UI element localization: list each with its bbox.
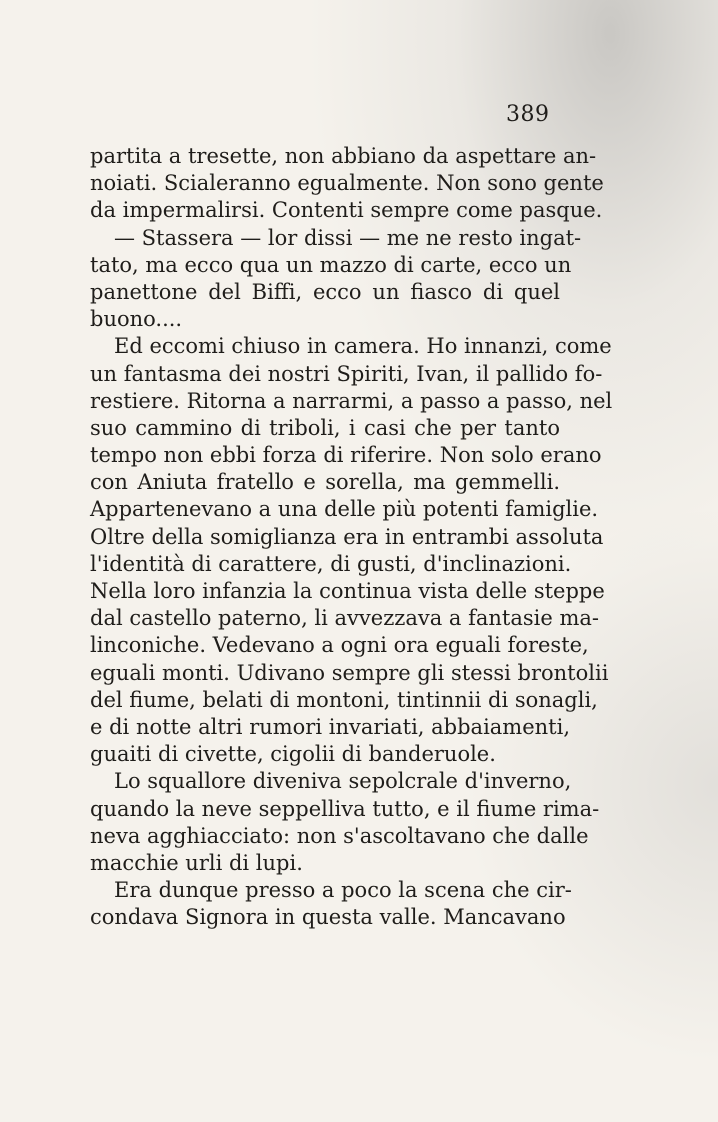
text-line: noiati. Scialeranno egualmente. Non sono gente — [90, 171, 604, 196]
text-line: condava Signora in questa valle. Mancavano — [90, 905, 566, 930]
page-number: 389 — [506, 102, 550, 127]
text-line: suo cammino di triboli, i casi che per tanto — [90, 415, 560, 440]
text-line: linconiche. Vedevano a ogni ora eguali foreste, — [90, 633, 589, 658]
text-line: Lo squallore diveniva sepolcrale d'inverno, — [114, 769, 572, 794]
text-line: macchie urli di lupi. — [90, 850, 303, 875]
text-line: del fiume, belati di montoni, tintinnii di sonagli, — [90, 687, 598, 712]
text-line: panettone del Biffi, ecco un fiasco di quel — [90, 279, 560, 304]
body-text — [90, 143, 613, 931]
text-line: Oltre della somiglianza era in entrambi assoluta — [90, 524, 604, 549]
text-line: Nella loro infanzia la continua vista delle steppe — [90, 579, 605, 603]
text-line: tempo non ebbi forza di riferire. Non solo erano — [90, 443, 602, 468]
text-line: da impermalirsi. Contenti sempre come pasque. — [90, 198, 603, 223]
text-line: un fantasma dei nostri Spiriti, Ivan, il pallido fo- — [90, 361, 603, 386]
text-line: eguali monti. Udivano sempre gli stessi brontolii — [90, 660, 609, 685]
text-line: buono.... — [90, 307, 183, 332]
text-line: — Stassera — lor dissi — me ne resto ingat- — [114, 225, 582, 250]
text-line: dal castello paterno, li avvezzava a fantasie ma- — [90, 606, 600, 631]
text-line: l'identità di carattere, di gusti, d'inclinazioni. — [90, 551, 572, 576]
text-line: con Aniuta fratello e sorella, ma gemmelli. — [90, 470, 560, 495]
text-line: tato, ma ecco qua un mazzo di carte, ecco un — [90, 252, 572, 277]
text-line: guaiti di civette, cigolii di banderuole. — [90, 742, 496, 767]
text-line: e di notte altri rumori invariati, abbaiamenti, — [90, 714, 571, 739]
text-line: partita a tresette, non abbiano da aspettare an- — [90, 144, 597, 168]
text-line: restiere. Ritorna a narrarmi, a passo a passo, nel — [90, 388, 613, 413]
text-line: neva agghiacciato: non s'ascoltavano che dalle — [90, 823, 589, 848]
text-line: Appartenevano a una delle più potenti famiglie. — [90, 497, 599, 522]
text-line: Ed eccomi chiuso in camera. Ho innanzi, come — [114, 334, 612, 359]
text-line: quando la neve seppelliva tutto, e il fiume rima- — [90, 796, 600, 821]
text-line: Era dunque presso a poco la scena che cir- — [114, 878, 572, 903]
